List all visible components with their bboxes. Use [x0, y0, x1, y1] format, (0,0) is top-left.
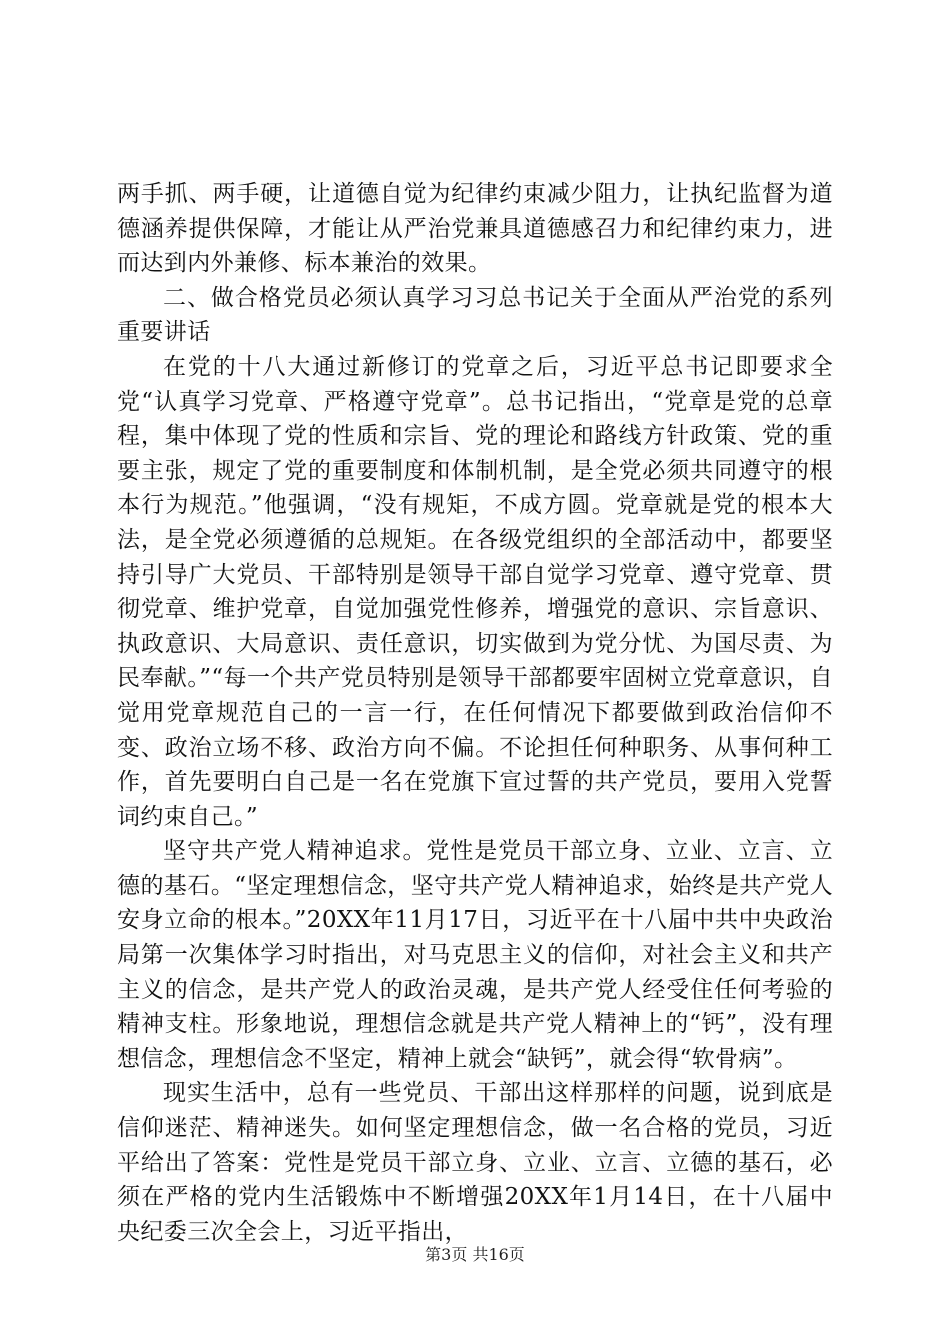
paragraph-3: 在党的十八大通过新修订的党章之后，习近平总书记即要求全党“认真学习党章、严格遵守党章”。总书记指出，“党章是党的总章程，集中体现了党的性质和宗旨、党的理论和路线方针政策、党的重要主张，规定了党的重要制度和体制机制，是全党必须共同遵守的根本行为规范。”他强调，“没有规矩，不成方圆。党章就是党的根本大法，是全党必须遵循的总规矩。在各级党组织的全部活动中，都要坚持引导广大党员、干部特别是领导干部自觉学习党章、遵守党章、贯彻党章、维护党章，自觉加强党性修养，增强党的意识、宗旨意识、执政意识、大局意识、责任意识，切实做到为党分忧、为国尽责、为民奉献。”“每一个共产党员特别是领导干部都要牢固树立党章意识，自觉用党章规范自己的一言一行，在任何情况下都要做到政治信仰不变、政治立场不移、政治方向不偏。不论担任何种职务、从事何种工作，首先要明白自己是一名在党旗下宣过誓的共产党员，要用入党誓词约束自己。” — [117, 353, 833, 830]
document-body — [117, 177, 833, 1249]
section-heading: 二、做合格党员必须认真学习习总书记关于全面从严治党的系列重要讲话 — [117, 284, 833, 346]
paragraph-4: 坚守共产党人精神追求。党性是党员干部立身、立业、立言、立德的基石。“坚定理想信念，坚守共产党人精神追求，始终是共产党人安身立命的根本。”20XX年11月17日，习近平在十八届中共中央政治局第一次集体学习时指出，对马克思主义的信仰，对社会主义和共产主义的信念，是共产党人的政治灵魂，是共产党人经受住任何考验的精神支柱。形象地说，理想信念就是共产党人精神上的“钙”，没有理想信念，理想信念不坚定，精神上就会“缺钙”，就会得“软骨病”。 — [117, 838, 833, 1072]
paragraph-5: 现实生活中，总有一些党员、干部出这样那样的问题，说到底是信仰迷茫、精神迷失。如何坚定理想信念，做一名合格的党员，习近平给出了答案：党性是党员干部立身、立业、立言、立德的基石，必须在严格的党内生活锻炼中不断增强20XX年1月14日，在十八届中央纪委三次全会上，习近平指出， — [117, 1080, 833, 1245]
page-number-footer: 第3页 共16页 — [425, 1245, 525, 1264]
paragraph-1: 两手抓、两手硬，让道德自觉为纪律约束减少阻力，让执纪监督为道德涵养提供保障，才能让从严治党兼具道德感召力和纪律约束力，进而达到内外兼修、标本兼治的效果。 — [117, 181, 833, 277]
